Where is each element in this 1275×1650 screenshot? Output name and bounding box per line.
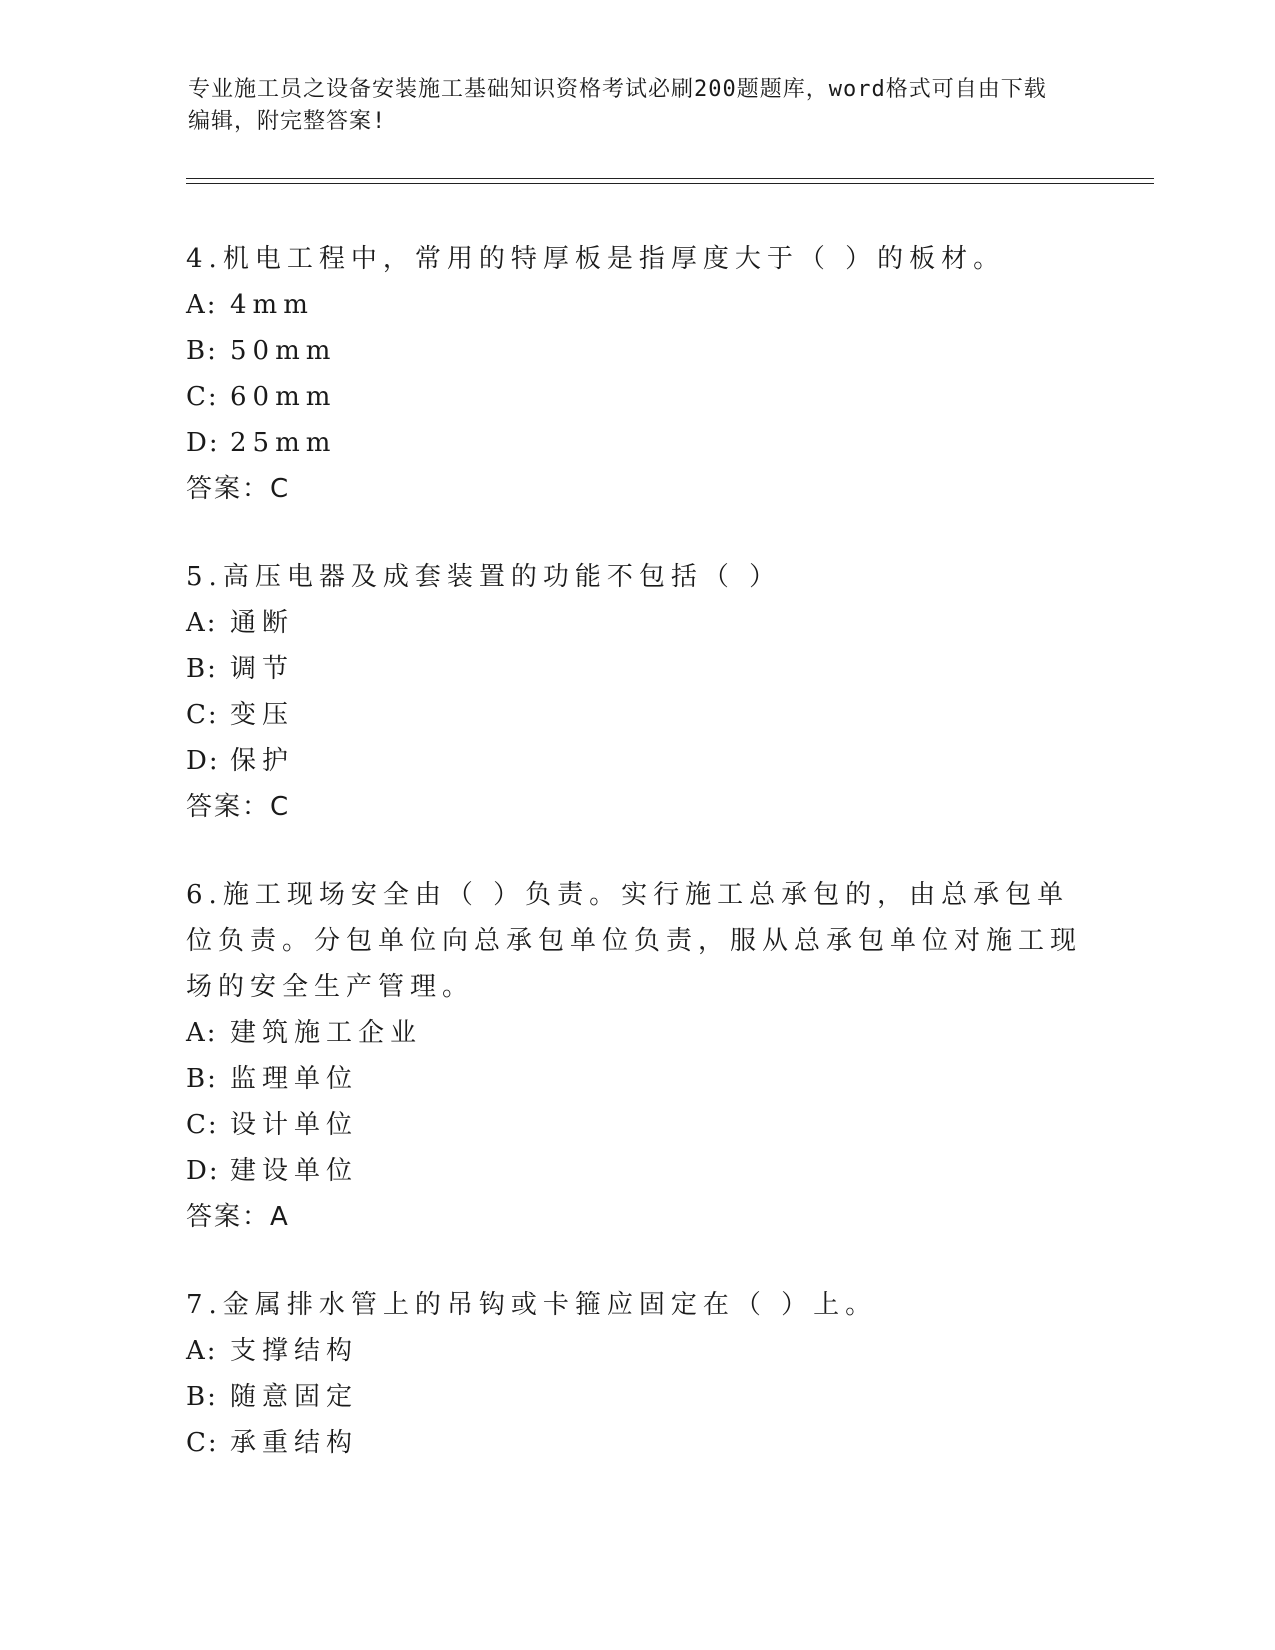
question-4 (186, 236, 1086, 512)
option-b (186, 1374, 1086, 1420)
question-number: 7. (186, 1290, 223, 1320)
option-letter: D: (186, 746, 220, 776)
option-c (186, 1420, 1086, 1466)
header-divider-bottom (186, 183, 1154, 184)
question-stem (186, 236, 1086, 282)
answer-line: 答案：C (186, 474, 291, 504)
question-6 (186, 872, 1086, 1240)
option-letter: D: (186, 1156, 220, 1186)
option-text: 变压 (230, 700, 295, 730)
option-b (186, 646, 1086, 692)
option-d (186, 1148, 1086, 1194)
question-number: 4. (186, 244, 223, 274)
option-c (186, 692, 1086, 738)
question-list (186, 236, 1086, 1508)
answer-line: 答案：A (186, 1202, 290, 1232)
option-b (186, 1056, 1086, 1102)
option-letter: B: (186, 654, 218, 684)
option-text: 50mm (230, 336, 337, 366)
option-text: 25mm (230, 428, 337, 458)
answer-line: 答案：C (186, 792, 291, 822)
option-text: 4mm (230, 290, 314, 320)
option-text: 设计单位 (230, 1110, 359, 1140)
option-text: 建设单位 (230, 1156, 359, 1186)
option-text: 通断 (230, 608, 295, 638)
question-text: 高压电器及成套装置的功能不包括（ ） (222, 562, 782, 592)
question-stem (186, 1282, 1086, 1328)
option-letter: B: (186, 1064, 218, 1094)
option-letter: A: (186, 290, 218, 320)
option-letter: C: (186, 1110, 219, 1140)
option-letter: B: (186, 336, 218, 366)
option-letter: C: (186, 1428, 219, 1458)
question-5 (186, 554, 1086, 830)
option-a (186, 1010, 1086, 1056)
document-title: 专业施工员之设备安装施工基础知识资格考试必刷200题题库，word格式可自由下载编辑，附完整答案! (188, 77, 1047, 134)
question-number: 5. (186, 562, 223, 592)
question-number: 6. (186, 880, 223, 910)
option-letter: C: (186, 700, 219, 730)
option-text: 支撑结构 (230, 1336, 359, 1366)
option-letter: A: (186, 608, 218, 638)
header-divider-top (186, 178, 1154, 179)
option-b (186, 328, 1086, 374)
option-d (186, 738, 1086, 784)
option-c (186, 374, 1086, 420)
question-stem (186, 872, 1086, 1010)
question-text: 机电工程中，常用的特厚板是指厚度大于（ ）的板材。 (222, 244, 1006, 274)
option-text: 保护 (230, 746, 295, 776)
option-text: 监理单位 (230, 1064, 359, 1094)
option-a (186, 600, 1086, 646)
option-letter: A: (186, 1018, 218, 1048)
question-text: 金属排水管上的吊钩或卡箍应固定在（ ）上。 (222, 1290, 878, 1320)
option-text: 调节 (230, 654, 295, 684)
option-letter: C: (186, 382, 219, 412)
option-letter: D: (186, 428, 220, 458)
question-text: 施工现场安全由（ ）负责。实行施工总承包的，由总承包单位负责。分包单位向总承包单位负责，服从总承包单位对施工现场的安全生产管理。 (186, 880, 1083, 1002)
option-letter: A: (186, 1336, 218, 1366)
option-c (186, 1102, 1086, 1148)
question-7 (186, 1282, 1086, 1466)
option-letter: B: (186, 1382, 218, 1412)
option-text: 承重结构 (230, 1428, 359, 1458)
option-text: 建筑施工企业 (230, 1018, 423, 1048)
option-a (186, 282, 1086, 328)
option-text: 随意固定 (230, 1382, 359, 1412)
option-text: 60mm (230, 382, 337, 412)
option-a (186, 1328, 1086, 1374)
question-stem (186, 554, 1086, 600)
option-d (186, 420, 1086, 466)
